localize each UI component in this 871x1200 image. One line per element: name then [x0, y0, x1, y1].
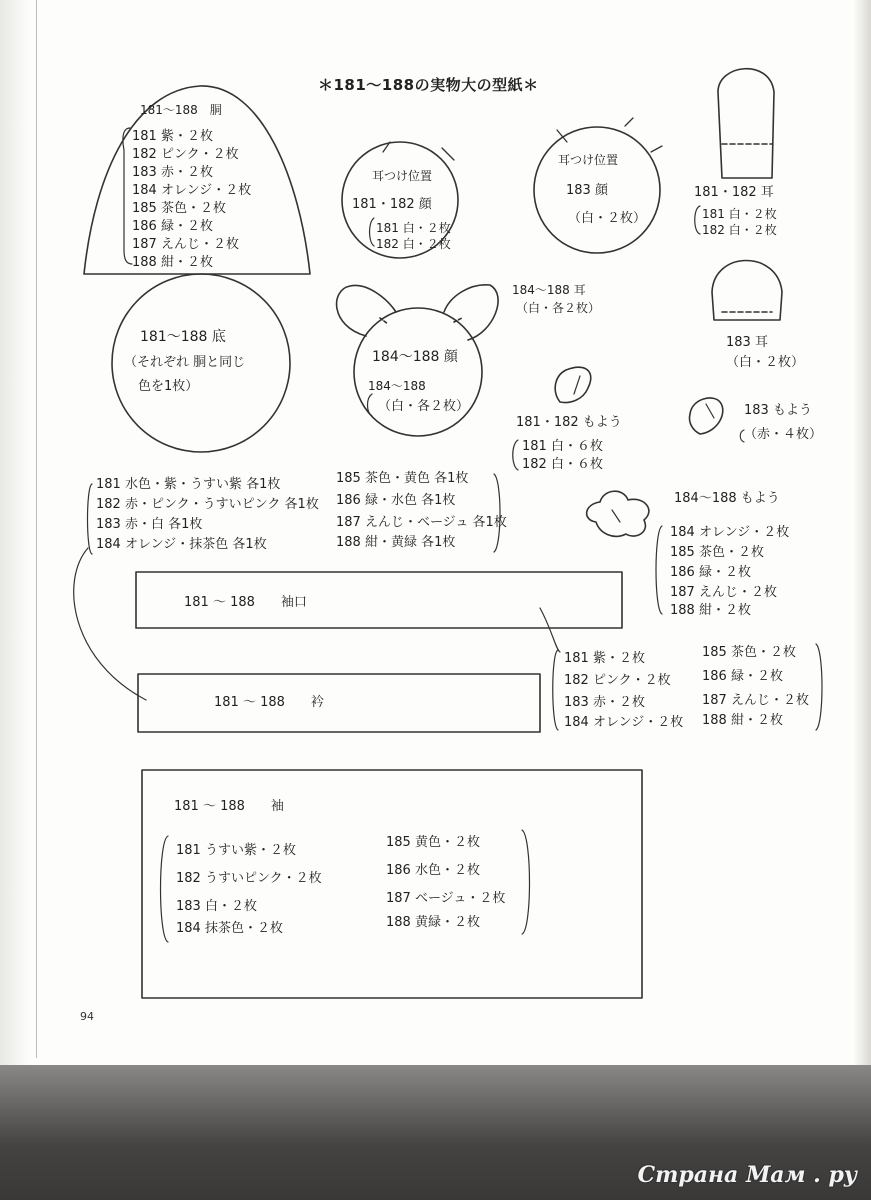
pattern-181-label: 181・182 もよう [516, 415, 622, 430]
collar-color-row: 184 オレンジ・抹茶色 各1枚 [96, 537, 267, 552]
cuff-color-row: 183 赤・２枚 [564, 695, 645, 710]
face-184-label: 184～188 顔 [372, 349, 458, 365]
ear-184-mark-left [380, 318, 388, 324]
face-181-bracket [370, 218, 375, 246]
sleeve-color-row: 183 白・２枚 [176, 899, 257, 914]
petal-181-line [574, 376, 580, 394]
body-row: 182 ピンク・２枚 [132, 147, 239, 162]
collar-colors-bracket-left [88, 484, 93, 554]
collar-color-row: 185 茶色・黄色 各1枚 [336, 471, 469, 486]
collar-color-row: 183 赤・白 各1枚 [96, 517, 203, 532]
face-181-ear-position: 耳つけ位置 [372, 169, 433, 183]
sleeve-color-row: 185 黄色・２枚 [386, 835, 480, 850]
ear-183-label: 183 耳 [726, 335, 768, 350]
sleeve-color-row: 184 抹茶色・２枚 [176, 921, 283, 936]
face-184-shape [354, 308, 482, 436]
cuff-colors-bracket-left [553, 650, 558, 730]
cuff-color-row: 186 緑・２枚 [702, 669, 783, 684]
pattern-184-bracket [656, 526, 662, 614]
face-181-line: 182 白・２枚 [376, 237, 451, 251]
pattern-184-row: 188 紺・２枚 [670, 603, 751, 618]
face-181-label: 181・182 顔 [352, 197, 432, 212]
pattern-184-label: 184～188 もよう [674, 491, 780, 506]
ear-181-line: 181 白・２枚 [702, 207, 777, 221]
petal-183-shape [689, 398, 722, 434]
pattern-183-line: （赤・４枚） [744, 427, 823, 442]
ear-181-line: 182 白・２枚 [702, 223, 777, 237]
sleeve-bracket-left [161, 836, 169, 942]
cuff-color-row: 182 ピンク・２枚 [564, 673, 671, 688]
cuff-color-row: 188 紺・２枚 [702, 713, 783, 728]
page-number: 94 [80, 1010, 94, 1023]
body-header: 181～188 胴 [140, 103, 222, 117]
collar-color-row: 186 緑・水色 各1枚 [336, 493, 456, 508]
ear-184-right [444, 285, 498, 340]
body-row: 186 緑・２枚 [132, 219, 213, 234]
ear-184-label: 184～188 耳 [512, 283, 586, 297]
cloud-184-line [612, 510, 620, 522]
cuff-label: 181 ～ 188 袖口 [184, 595, 307, 610]
sleeve-color-row: 181 うすい紫・２枚 [176, 843, 296, 858]
sleeve-color-row: 182 うすいピンク・２枚 [176, 871, 322, 886]
collar-color-row: 182 赤・ピンク・うすいピンク 各1枚 [96, 497, 319, 512]
petal-183-line [706, 404, 714, 418]
collar-colors-bracket-right [494, 474, 500, 552]
collar-pattern-shape [138, 674, 540, 732]
collar-color-row: 188 紺・黄緑 各1枚 [336, 535, 456, 550]
cuff-color-row: 185 茶色・２枚 [702, 645, 796, 660]
body-bracket [123, 128, 132, 264]
base-note: 色を1枚） [138, 379, 199, 394]
petal-181-shape [555, 367, 591, 402]
cloud-184-shape [587, 491, 649, 536]
cuff-color-row: 187 えんじ・２枚 [702, 693, 809, 708]
sleeve-color-row: 188 黄緑・２枚 [386, 915, 480, 930]
body-row: 181 紫・２枚 [132, 129, 213, 144]
sleeve-color-row: 186 水色・２枚 [386, 863, 480, 878]
ear-183-line: （白・２枚） [726, 355, 805, 370]
pattern-184-row: 185 茶色・２枚 [670, 545, 764, 560]
ear-181-shape [718, 69, 774, 178]
body-row: 185 茶色・２枚 [132, 201, 226, 216]
ear-184-left [337, 285, 396, 336]
cuff-colors-bracket-right [816, 644, 822, 730]
sleeve-bracket-right [522, 830, 530, 934]
face-181-line: 181 白・２枚 [376, 221, 451, 235]
ear-181-bracket [695, 206, 700, 234]
ear-181-label: 181・182 耳 [694, 185, 774, 200]
pattern-184-row: 184 オレンジ・２枚 [670, 525, 790, 540]
ear-183-shape [712, 261, 782, 321]
connector-collar [74, 548, 146, 700]
face-183-line: （白・２枚） [568, 211, 647, 226]
ear-mark-183b [625, 118, 633, 126]
pattern-183-label: 183 もよう [744, 403, 812, 418]
body-row: 188 紺・２枚 [132, 255, 213, 270]
pattern-181-line: 182 白・６枚 [522, 457, 603, 472]
pattern-181-line: 181 白・６枚 [522, 439, 603, 454]
ear-184-line: （白・各２枚） [516, 301, 601, 315]
cuff-color-row: 181 紫・２枚 [564, 651, 645, 666]
face-184-line: 184～188 [368, 379, 426, 393]
sleeve-header: 181 ～ 188 袖 [174, 799, 284, 814]
cuff-color-row: 184 オレンジ・２枚 [564, 715, 684, 730]
collar-color-row: 181 水色・紫・うすい紫 各1枚 [96, 477, 281, 492]
pattern-184-row: 187 えんじ・２枚 [670, 585, 777, 600]
base-note: （それぞれ 胴と同じ [124, 355, 246, 370]
body-row: 183 赤・２枚 [132, 165, 213, 180]
collar-color-row: 187 えんじ・ベージュ 各1枚 [336, 515, 507, 530]
body-row: 184 オレンジ・２枚 [132, 183, 252, 198]
face-183-label: 183 顔 [566, 183, 608, 198]
pattern-184-row: 186 緑・２枚 [670, 565, 751, 580]
watermark-logo: Страна Мам . ру [637, 1162, 857, 1188]
page-title: ＊181〜188の実物大の型紙＊ [318, 76, 539, 94]
pattern-181-bracket [513, 440, 518, 470]
base-header: 181～188 底 [140, 329, 226, 345]
ear-mark-183c [651, 146, 662, 152]
ear-mark-181b [442, 148, 454, 160]
face-184-line: （白・各２枚） [378, 399, 470, 414]
collar-label: 181 ～ 188 衿 [214, 695, 324, 710]
body-row: 187 えんじ・２枚 [132, 237, 239, 252]
connector-cuff [540, 608, 560, 652]
sleeve-color-row: 187 ベージュ・２枚 [386, 891, 506, 906]
face-183-ear-position: 耳つけ位置 [558, 153, 619, 167]
